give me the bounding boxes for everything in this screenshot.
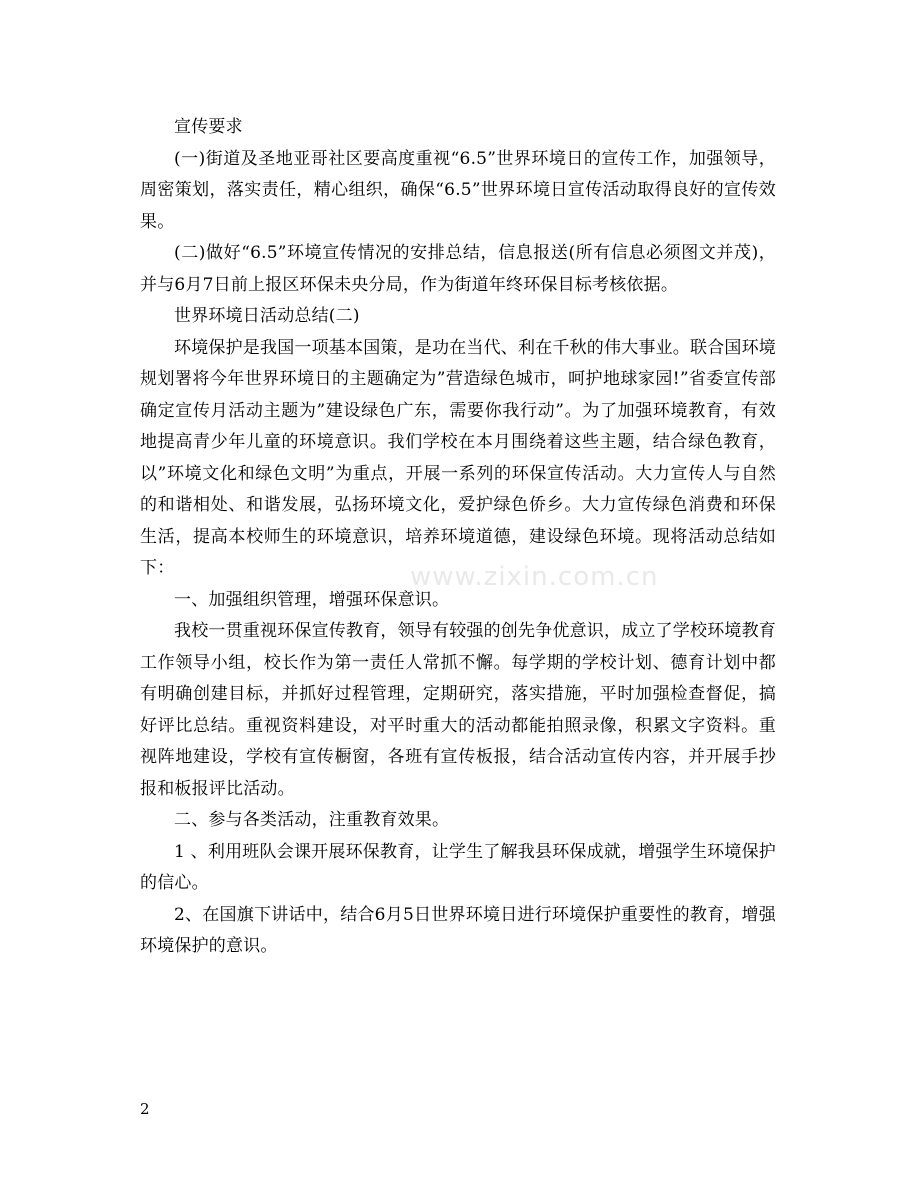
heading-section-1: 一、加强组织管理，增强环保意识。: [174, 589, 450, 610]
paragraph-section-1: 我校一贯重视环保宣传教育，领导有较强的创先争优意识，成立了学校环境教育工作领导小组，校长作为第一责任人常抓不懈。每学期的学校计划、德育计划中都有明确创建目标，并抓好过程管理，定期研究，落实措施，平时加强检查督促，搞好评比总结。重视资料建设，对平时重大的活动都能拍照录像，积累文字资料。重视阵地建设，学校有宣传橱窗，各班有宣传板报，结合活动宣传内容，并开展手抄报和板报评比活动。: [140, 621, 776, 799]
watermark: www.zixin.com.cn: [410, 562, 659, 592]
page-number: 2: [140, 1100, 150, 1118]
paragraph-intro: 环境保护是我国一项基本国策，是功在当代、利在千秋的伟大事业。联合国环境规划署将今年世界环境日的主题确定为”营造绿色城市，呵护地球家园!”省委宣传部确定宣传月活动主题为”建设绿色广东，需要你我行动”。为了加强环境教育，有效地提高青少年儿童的环境意识。我们学校在本月围绕着这些主题，结合绿色教育，以”环境文化和绿色文明”为重点，开展一系列的环保宣传活动。大力宣传人与自然的和谐相处、和谐发展，弘扬环境文化，爱护绿色侨乡。大力宣传绿色消费和环保生活，提高本校师生的环境意识，培养环境道德，建设绿色环境。现将活动总结如下：: [140, 337, 776, 578]
section-title: 世界环境日活动总结(二): [174, 306, 360, 326]
document-body: [140, 112, 776, 963]
paragraph-requirement-1: (一)街道及圣地亚哥社区要高度重视“6.5”世界环境日的宣传工作，加强领导，周密策划，落实责任，精心组织，确保“6.5”世界环境日宣传活动取得良好的宣传效果。: [140, 148, 776, 232]
list-item-2: 2、在国旗下讲话中，结合6月5日世界环境日进行环境保护重要性的教育，增强环境保护的意识。: [140, 904, 776, 956]
paragraph-requirement-2: (二)做好“6.5”环境宣传情况的安排总结，信息报送(所有信息必须图文并茂)，并与6月7日前上报区环保未央分局，作为街道年终环保目标考核依据。: [140, 243, 776, 295]
heading-publicity-requirements: 宣传要求: [174, 117, 243, 137]
heading-section-2: 二、参与各类活动，注重教育效果。: [174, 810, 450, 830]
list-item-1: 1 、利用班队会课开展环保教育，让学生了解我县环保成就，增强学生环境保护的信心。: [140, 841, 776, 893]
